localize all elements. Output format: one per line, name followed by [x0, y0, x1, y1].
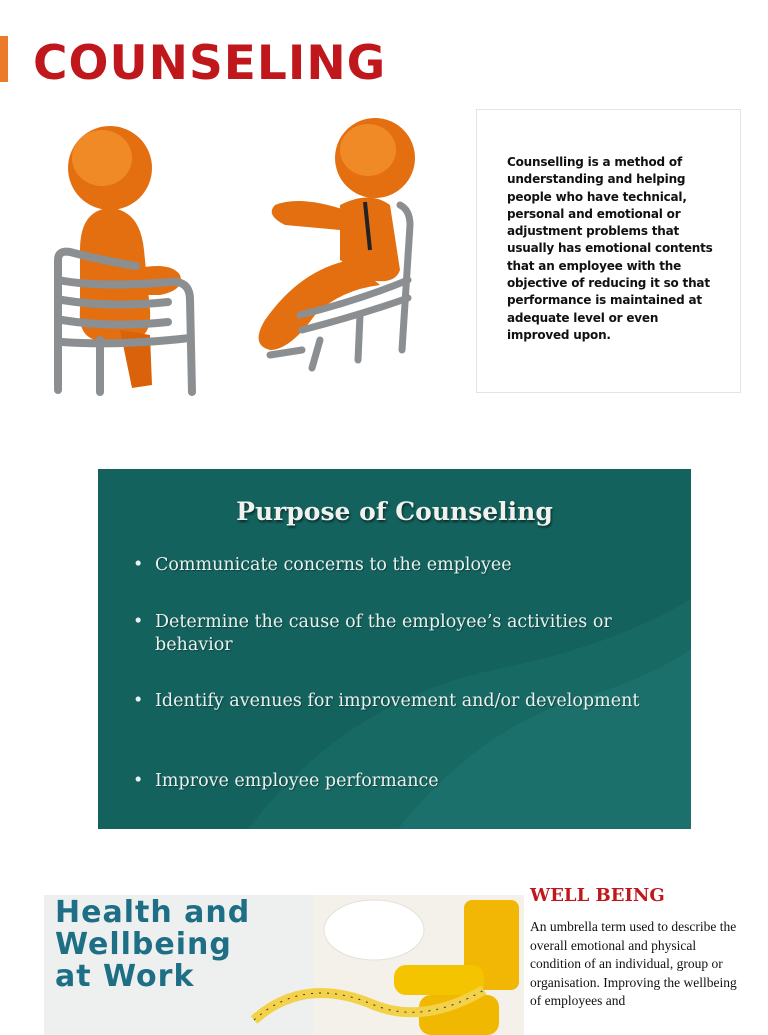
page-title: COUNSELING	[33, 36, 387, 91]
bullet-icon: •	[133, 612, 144, 632]
wellbeing-heading: WELL BEING	[530, 885, 665, 906]
purpose-item	[133, 690, 655, 713]
title-accent-bar	[0, 36, 8, 82]
bullet-icon: •	[133, 555, 144, 575]
definition-box	[476, 109, 741, 393]
counseling-illustration	[40, 110, 440, 400]
purpose-item	[133, 554, 655, 577]
purpose-item-text: Determine the cause of the employee’s activities or behavior	[155, 612, 612, 655]
bullet-icon: •	[133, 771, 144, 791]
wellbeing-image	[44, 895, 524, 1035]
purpose-item-text: Communicate concerns to the employee	[155, 555, 512, 575]
wellbeing-image-title: Health and Wellbeing at Work	[55, 895, 251, 994]
slide-title: Purpose of Counseling	[236, 497, 553, 526]
wellbeing-text: An umbrella term used to describe the overall emotional and physical condition of an individual, group or organisation. Improving the wellbeing of employees and	[530, 919, 737, 1008]
bullet-icon: •	[133, 691, 144, 711]
right-person-icon	[259, 118, 415, 350]
purpose-slide	[98, 469, 691, 829]
purpose-item-text: Improve employee performance	[155, 771, 439, 791]
purpose-item	[133, 611, 655, 657]
counseling-definition: Counselling is a method of understanding and helping people who have technical, personal and emotional or adjustment problems that usually has emotional contents that an employee with the objective of reducing it so that performance is maintained at adequate level or even improved upon.	[507, 155, 713, 342]
purpose-item-text: Identify avenues for improvement and/or development	[155, 691, 640, 711]
purpose-item	[133, 770, 655, 793]
